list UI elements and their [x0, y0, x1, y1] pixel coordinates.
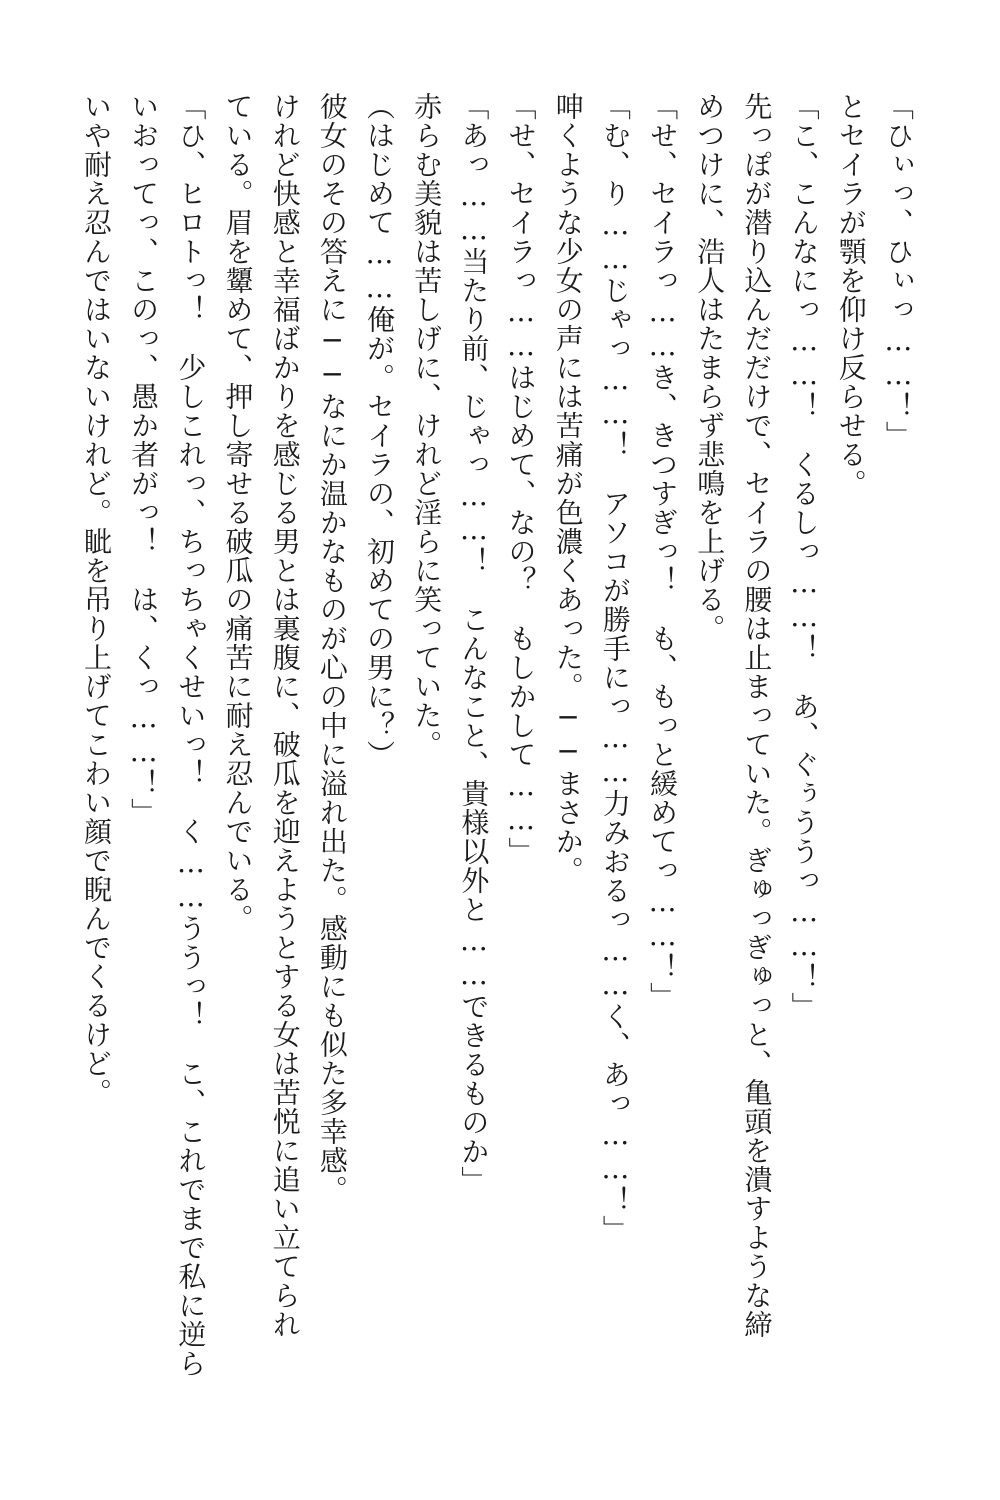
text-line: 「ひぃっ、ひぃっ……！」 [881, 92, 915, 450]
text-line: いや耐え忍んではいないけれど。眦を吊り上げてこわい顔で睨んでくるけど。 [80, 92, 113, 1107]
text-line: 「ひ、ヒロトっ！ 少しこれっ、ちっちゃくせいっ！ く……ううっ！ こ、これでまで私に逆ら [174, 92, 208, 1378]
text-line: 呻くような少女の声には苦痛が色濃くあった。──まさか。 [551, 92, 585, 885]
text-line: 「せ、セイラっ……はじめて、なの？ もしかして……」 [504, 92, 538, 866]
text-line: けれど快感と幸福ばかりを感じる男とは裏腹に、破瓜を迎えようとする女は苦悦に追い立てられ [268, 92, 302, 1339]
text-line: 赤らむ美貌は苦しげに、けれど淫らに笑っていた。 [410, 92, 444, 759]
text-line: とセイラが顎を仰け反らせる。 [834, 92, 868, 498]
text-line: いおってっ、このっ、愚か者がっ！ は、くっ……！」 [127, 92, 161, 827]
text-line: （はじめて……俺が。セイラの、初めての男に？） [363, 92, 397, 769]
text-line: 先っぽが潜り込んだだけで、セイラの腰は止まっていた。ぎゅっぎゅっと、亀頭を潰すような締 [740, 92, 774, 1339]
vertical-text-body [80, 92, 915, 1422]
text-line: めつけに、浩人はたまらず悲鳴を上げる。 [693, 92, 727, 643]
text-line: 「む、り……じゃっ……！ アソコが勝手にっ……力みおるっ……く、あっ……！」 [598, 92, 632, 1244]
text-line: 「こ、こんなにっ……！ くるしっ……！ あ、ぐぅううっ……！」 [787, 92, 821, 1021]
text-line: 彼女のその答えに──なにか温かなものが心の中に溢れ出た。感動にも似た多幸感。 [315, 92, 349, 1204]
text-line: 「あっ……当たり前、じゃっ……！ こんなこと、貴様以外と……できるものか」 [457, 92, 491, 1195]
text-line: 「せ、セイラっ……き、きつすぎっ！ も、もっと緩めてっ……！」 [646, 92, 680, 1011]
text-line: ている。眉を顰めて、押し寄せる破瓜の痛苦に耐え忍んでいる。 [221, 92, 255, 933]
